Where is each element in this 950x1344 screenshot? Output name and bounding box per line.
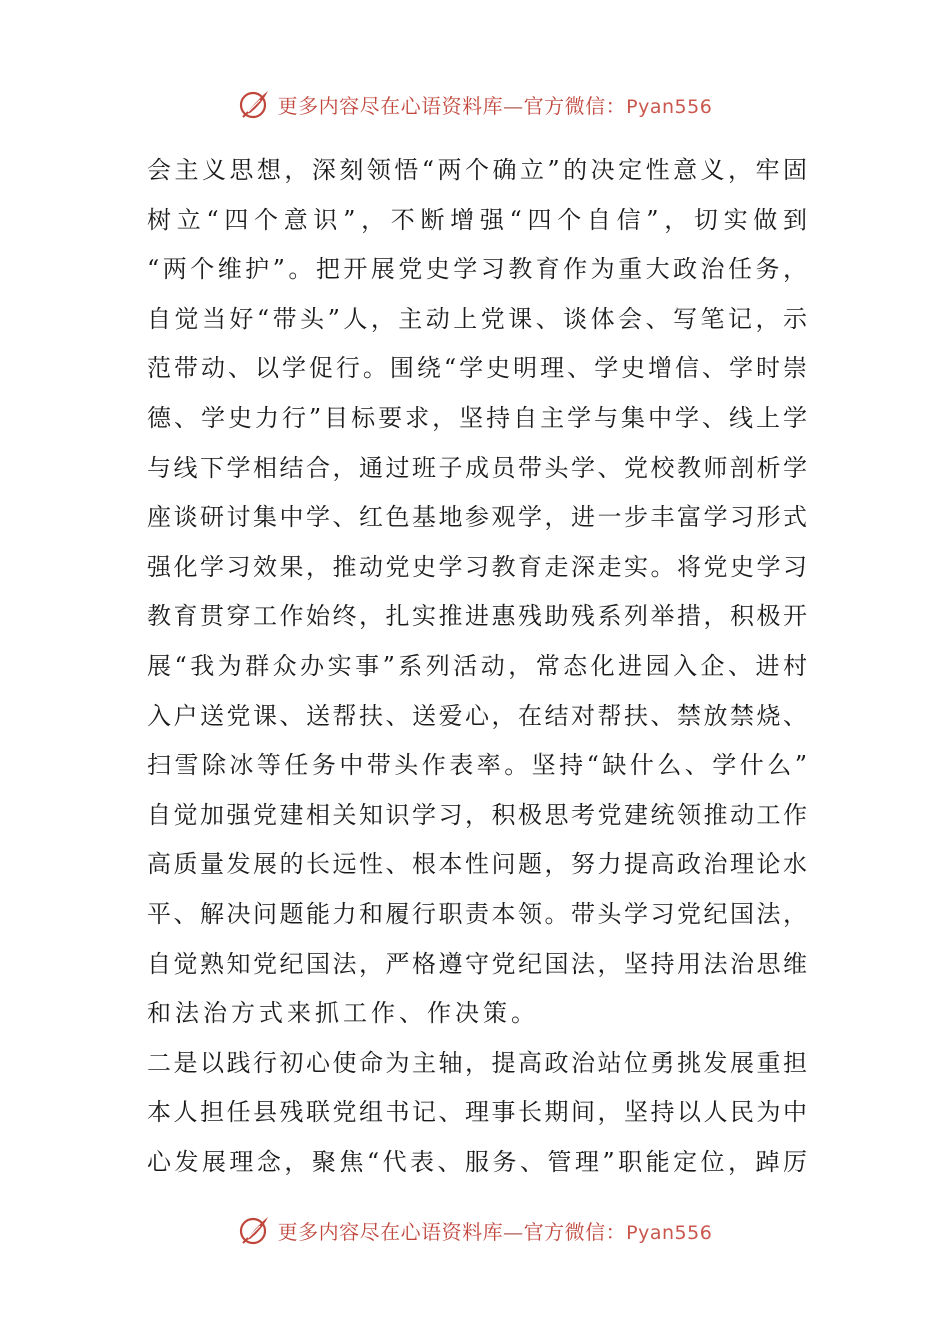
footer-wechat-label: 官方微信： <box>523 1219 627 1244</box>
header-wechat-label: 官方微信： <box>523 93 627 118</box>
body-line-paragraph-end: 和法治方式来抓工作、作决策。 <box>147 999 539 1028</box>
footer-separator: — <box>503 1219 524 1244</box>
body-line: 心发展理念，聚焦“代表、服务、管理”职能定位，踔厉 <box>147 1147 807 1176</box>
footer-watermark-banner <box>0 1210 950 1250</box>
body-line: 自觉当好“带头”人，主动上党课、谈体会、写笔记，示 <box>147 304 807 333</box>
body-line: “两个维护”。把开展党史学习教育作为重大政治任务， <box>147 255 807 284</box>
quill-pen-circle-icon <box>238 87 272 121</box>
document-body <box>147 146 807 1187</box>
footer-site-name: 更多内容尽在心语资料库 <box>277 1219 504 1244</box>
body-line: 展“我为群众办实事”系列活动，常态化进园入企、进村 <box>147 651 807 680</box>
header-banner-content <box>238 87 713 121</box>
body-line: 强化学习效果，推动党史学习教育走深走实。将党史学习 <box>147 552 807 581</box>
body-line: 德、学史力行”目标要求，坚持自主学与集中学、线上学 <box>147 403 807 432</box>
body-line: 范带动、以学促行。围绕“学史明理、学史增信、学时崇 <box>147 354 807 383</box>
footer-banner-text <box>278 1216 713 1245</box>
footer-wechat-id: Pyan556 <box>626 1221 713 1244</box>
header-banner-text <box>278 90 713 119</box>
body-line: 平、解决问题能力和履行职责本领。带头学习党纪国法， <box>147 899 807 928</box>
body-line: 会主义思想，深刻领悟“两个确立”的决定性意义，牢固 <box>147 156 807 184</box>
body-line: 与线下学相结合，通过班子成员带头学、党校教师剖析学 <box>147 453 807 482</box>
header-separator: — <box>503 93 524 118</box>
section-heading-line: 二是以践行初心使命为主轴，提高政治站位勇挑发展重担 <box>147 1048 807 1077</box>
body-line: 座谈研讨集中学、红色基地参观学，进一步丰富学习形式 <box>147 503 807 532</box>
header-watermark-banner <box>0 84 950 124</box>
body-line: 入户送党课、送帮扶、送爱心，在结对帮扶、禁放禁烧、 <box>147 701 807 730</box>
body-line: 自觉加强党建相关知识学习，积极思考党建统领推动工作 <box>147 800 807 829</box>
header-site-name: 更多内容尽在心语资料库 <box>277 93 504 118</box>
body-line: 高质量发展的长远性、根本性问题，努力提高政治理论水 <box>147 850 807 879</box>
body-line: 教育贯穿工作始终，扎实推进惠残助残系列举措，积极开 <box>147 602 807 631</box>
body-line: 扫雪除冰等任务中带头作表率。坚持“缺什么、学什么” <box>147 751 807 780</box>
body-line: 自觉熟知党纪国法，严格遵守党纪国法，坚持用法治思维 <box>147 949 807 978</box>
header-wechat-id: Pyan556 <box>626 95 713 118</box>
body-line: 树立“四个意识”，不断增强“四个自信”，切实做到 <box>147 205 807 234</box>
footer-banner-content <box>238 1213 713 1247</box>
body-line: 本人担任县残联党组书记、理事长期间，坚持以人民为中 <box>147 1098 807 1127</box>
quill-pen-circle-icon <box>238 1213 272 1247</box>
